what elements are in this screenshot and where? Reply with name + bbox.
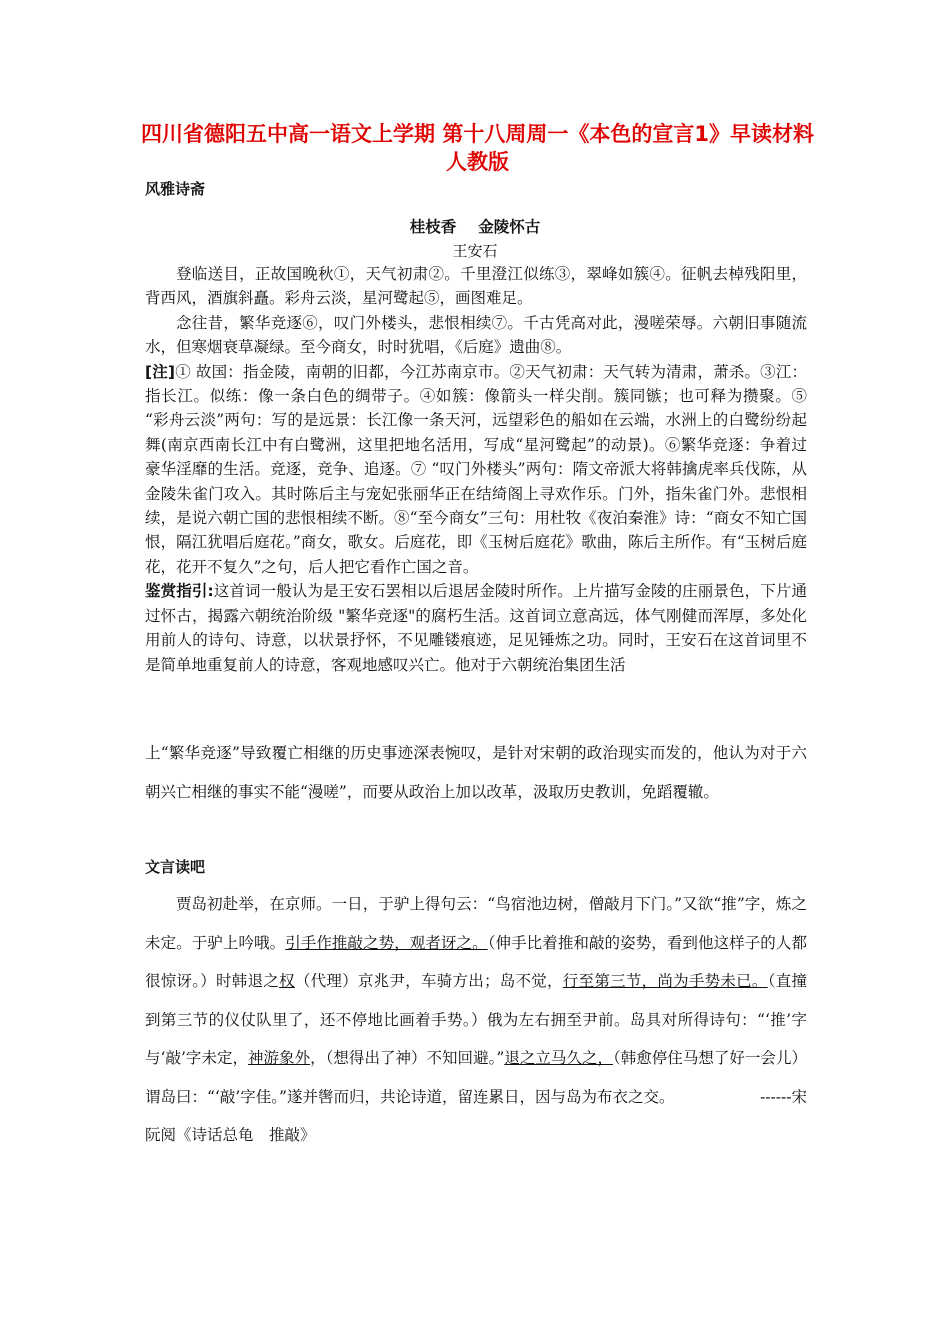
story-paragraph bbox=[145, 885, 807, 1116]
story-text-3: （代理）京兆尹，车骑方出；岛不觉， bbox=[294, 972, 563, 990]
story-text-2: （伸手比着推和敲的姿势，看到他这样子的人都很惊讶。）时韩退之 bbox=[145, 933, 807, 990]
story-source: 阮阅《诗话总龟 推敲》 bbox=[145, 1126, 316, 1144]
poem-stanza-1: 登临送目，正故国晚秋①，天气初肃②。千里澄江似练③，翠峰如簇④。征帆去棹残阳里，背西风，酒旗斜矗。彩舟云淡，星河鹭起⑤，画图难足。 bbox=[145, 265, 807, 308]
story-underline-4: 神游象外 bbox=[248, 1049, 311, 1067]
appreciation-text: 这首词一般认为是王安石罢相以后退居金陵时所作。上片描写金陵的庄丽景色，下片通过怀古，揭露六朝统治阶级 "繁华竞逐"的腐朽生活。这首词立意高远，体气刚健而浑厚，多处化用前人的诗句、诗意，以状景抒怀，不见雕镂痕迹，足见锤炼之功。同时，王安石在这首词里不是简单地重复前人的诗意，客观地感叹兴亡。他对于六朝统治集团生活 bbox=[145, 582, 807, 674]
story-text-6: （韩愈停住马想了好一会儿）谓岛曰：“‘敲’字佳。”遂并辔而归，共论诗道，留连累日，因与岛为布衣之交。 bbox=[145, 1049, 807, 1106]
story-text-1: 贾岛初赴举，在京师。一日，于驴上得句云：“鸟宿池边树，僧敲月下门。”又欲“推”字，炼之未定。于驴上吟哦。 bbox=[145, 895, 807, 952]
poem-stanza-2: 念往昔，繁华竞逐⑥，叹门外楼头，悲恨相续⑦。千古凭高对此，漫嗟荣辱。六朝旧事随流水，但寒烟衰草凝绿。至今商女，时时犹唱，《后庭》遗曲⑧。 bbox=[145, 313, 807, 357]
notes-paragraph bbox=[145, 360, 807, 580]
appreciation-paragraph bbox=[145, 579, 807, 677]
section-heading-classical: 文言读吧 bbox=[145, 858, 206, 876]
poem-tune: 桂枝香 bbox=[409, 218, 457, 236]
document-title: 四川省德阳五中高一语文上学期 第十八周周一《本色的宣言1》早读材料 人教版 bbox=[141, 122, 814, 174]
notes-text: ① 故国：指金陵，南朝的旧都，今江苏南京市。②天气初肃：天气转为清肃，萧杀。③江：指长江。似练：像一条白色的绸带子。④如簇：像箭头一样尖削。簇同镞；也可释为攒聚。⑤ “彩舟云淡”两句：写的是远景：长江像一条天河，远望彩色的船如在云端，水洲上的白鹭纷纷起舞(南京西南长江中有白鹭洲，这里把地名活用，写成“星河鹭起”的动景)。⑥繁华竞逐：争着过豪华淫靡的生活。竞逐，竞争、追逐。⑦ “叹门外楼头”两句：隋文帝派大将韩擒虎率兵伐陈，从金陵朱雀门攻入。其时陈后主与宠妃张丽华正在结绮阁上寻欢作乐。门外，指朱雀门外。悲恨相续，是说六朝亡国的悲恨相续不断。⑧“至今商女”三句：用杜牧《夜泊秦淮》诗：“商女不知亡国恨，隔江犹唱后庭花。”商女，歌女。后庭花，即《玉树后庭花》歌曲，陈后主所作。有“玉树后庭花，花开不复久”之句，后人把它看作亡国之音。 bbox=[145, 362, 807, 576]
story-underline-1: 引手作推敲之势，观者讶之。 bbox=[285, 933, 488, 952]
section-heading-poetry: 风雅诗斋 bbox=[145, 180, 206, 198]
poem-name: 金陵怀古 bbox=[478, 218, 541, 236]
story-text-5: ，（想得出了神）不知回避。” bbox=[310, 1049, 505, 1067]
appreciation-continued-text: 上“繁华竞逐”导致覆亡相继的历史事迹深表惋叹，是针对宋朝的政治现实而发的，他认为对于六朝兴亡相继的事实不能“漫嗟”，而要从政治上加以改革，汲取历史教训，免蹈覆辙。 bbox=[145, 744, 807, 801]
poem-author: 王安石 bbox=[452, 242, 498, 260]
story-text-4: （直撞到第三节的仪仗队里了，还不停地比画着手势。）俄为左右拥至尹前。岛具对所得诗句：“‘推’字与‘敲’字未定， bbox=[145, 972, 807, 1067]
appreciation-label: 鉴赏指引: bbox=[145, 582, 214, 601]
appreciation-continued bbox=[145, 734, 807, 811]
notes-label: [注] bbox=[145, 362, 176, 381]
poem-and-notes bbox=[145, 262, 807, 677]
story-signature: ------宋 bbox=[760, 1087, 807, 1106]
story-text bbox=[145, 885, 807, 1155]
story-underline-3: 行至第三节，尚为手势未已。 bbox=[562, 972, 768, 990]
story-underline-2: 权 bbox=[279, 972, 295, 990]
poem-title bbox=[145, 215, 805, 237]
story-underline-5: 退之立马久之， bbox=[504, 1049, 613, 1067]
